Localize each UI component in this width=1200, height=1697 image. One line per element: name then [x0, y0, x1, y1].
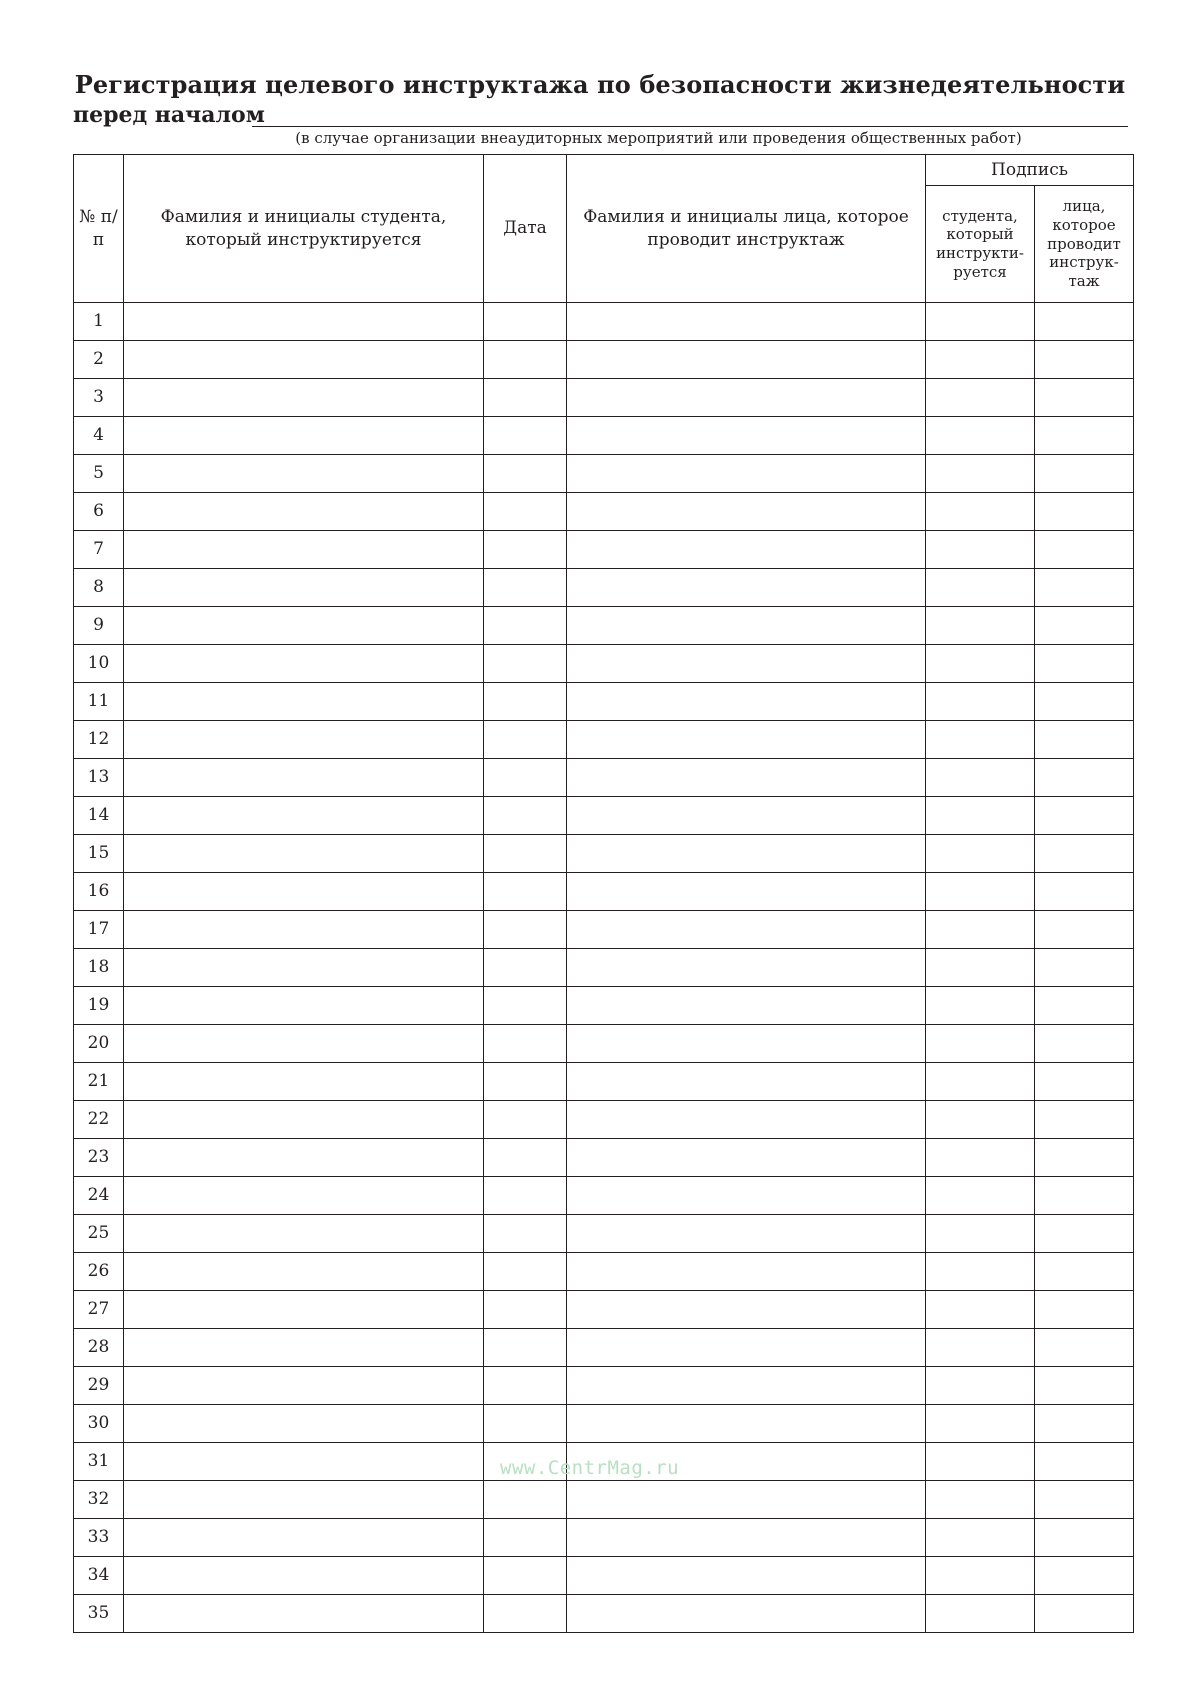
- row-number: 25: [74, 1215, 124, 1253]
- student-name-cell[interactable]: [124, 911, 484, 949]
- row-number: 28: [74, 1329, 124, 1367]
- row-number: 14: [74, 797, 124, 835]
- instructor-name-cell[interactable]: [567, 721, 926, 759]
- date-cell[interactable]: [484, 1595, 567, 1633]
- instructor-signature-cell[interactable]: [1035, 797, 1134, 835]
- student-name-cell[interactable]: [124, 1595, 484, 1633]
- table-row: [74, 531, 1134, 569]
- table-row: [74, 1291, 1134, 1329]
- instructor-name-cell[interactable]: [567, 835, 926, 873]
- student-name-cell[interactable]: [124, 1443, 484, 1481]
- row-number: 2: [74, 341, 124, 379]
- instructor-name-cell[interactable]: [567, 303, 926, 341]
- student-name-cell[interactable]: [124, 531, 484, 569]
- instructor-name-cell[interactable]: [567, 759, 926, 797]
- row-number: 32: [74, 1481, 124, 1519]
- date-cell[interactable]: [484, 645, 567, 683]
- instructor-name-cell[interactable]: [567, 873, 926, 911]
- student-signature-cell[interactable]: [926, 1367, 1035, 1405]
- student-signature-cell[interactable]: [926, 1025, 1035, 1063]
- instructor-name-cell[interactable]: [567, 1177, 926, 1215]
- student-signature-cell[interactable]: [926, 379, 1035, 417]
- row-number: 20: [74, 1025, 124, 1063]
- instructor-name-cell[interactable]: [567, 455, 926, 493]
- student-signature-cell[interactable]: [926, 1253, 1035, 1291]
- student-signature-cell[interactable]: [926, 1595, 1035, 1633]
- header-signature-student: студента, который инструкти-руется: [926, 186, 1035, 303]
- table-row: [74, 911, 1134, 949]
- date-cell[interactable]: [484, 341, 567, 379]
- student-name-cell[interactable]: [124, 1139, 484, 1177]
- date-cell[interactable]: [484, 493, 567, 531]
- table-row: [74, 455, 1134, 493]
- student-signature-cell[interactable]: [926, 1557, 1035, 1595]
- student-name-cell[interactable]: [124, 417, 484, 455]
- instructor-name-cell[interactable]: [567, 1139, 926, 1177]
- header-date: Дата: [484, 155, 567, 303]
- date-cell[interactable]: [484, 1101, 567, 1139]
- student-signature-cell[interactable]: [926, 1291, 1035, 1329]
- date-cell[interactable]: [484, 1139, 567, 1177]
- instructor-name-cell[interactable]: [567, 1253, 926, 1291]
- student-name-cell[interactable]: [124, 1177, 484, 1215]
- date-cell[interactable]: [484, 303, 567, 341]
- instructor-signature-cell[interactable]: [1035, 1557, 1134, 1595]
- instructor-name-cell[interactable]: [567, 1101, 926, 1139]
- table-row: [74, 1367, 1134, 1405]
- instructor-name-cell[interactable]: [567, 987, 926, 1025]
- instructor-signature-cell[interactable]: [1035, 1595, 1134, 1633]
- instructor-signature-cell[interactable]: [1035, 873, 1134, 911]
- date-cell[interactable]: [484, 797, 567, 835]
- instructor-signature-cell[interactable]: [1035, 1101, 1134, 1139]
- student-name-cell[interactable]: [124, 759, 484, 797]
- row-number: 26: [74, 1253, 124, 1291]
- student-signature-cell[interactable]: [926, 721, 1035, 759]
- table-row: [74, 379, 1134, 417]
- table-row: [74, 1595, 1134, 1633]
- table-row: [74, 1139, 1134, 1177]
- row-number: 34: [74, 1557, 124, 1595]
- date-cell[interactable]: [484, 1405, 567, 1443]
- instructor-signature-cell[interactable]: [1035, 341, 1134, 379]
- instructor-signature-cell[interactable]: [1035, 1253, 1134, 1291]
- instructor-signature-cell[interactable]: [1035, 1291, 1134, 1329]
- table-row: [74, 683, 1134, 721]
- student-signature-cell[interactable]: [926, 873, 1035, 911]
- student-signature-cell[interactable]: [926, 987, 1035, 1025]
- row-number: 6: [74, 493, 124, 531]
- student-signature-cell[interactable]: [926, 341, 1035, 379]
- table-row: [74, 1405, 1134, 1443]
- row-number: 10: [74, 645, 124, 683]
- row-number: 8: [74, 569, 124, 607]
- student-signature-cell[interactable]: [926, 759, 1035, 797]
- date-cell[interactable]: [484, 759, 567, 797]
- instructor-signature-cell[interactable]: [1035, 949, 1134, 987]
- table-row: [74, 1215, 1134, 1253]
- student-name-cell[interactable]: [124, 1253, 484, 1291]
- table-row: [74, 341, 1134, 379]
- date-cell[interactable]: [484, 1215, 567, 1253]
- instructor-signature-cell[interactable]: [1035, 721, 1134, 759]
- instructor-signature-cell[interactable]: [1035, 417, 1134, 455]
- date-cell[interactable]: [484, 1253, 567, 1291]
- date-cell[interactable]: [484, 1557, 567, 1595]
- date-cell[interactable]: [484, 873, 567, 911]
- instructor-name-cell[interactable]: [567, 645, 926, 683]
- instructor-name-cell[interactable]: [567, 797, 926, 835]
- date-cell[interactable]: [484, 379, 567, 417]
- instructor-name-cell[interactable]: [567, 569, 926, 607]
- table-row: [74, 759, 1134, 797]
- before-label: перед началом: [73, 102, 265, 128]
- row-number: 18: [74, 949, 124, 987]
- student-signature-cell[interactable]: [926, 1329, 1035, 1367]
- student-signature-cell[interactable]: [926, 949, 1035, 987]
- row-number: 15: [74, 835, 124, 873]
- document-title: Регистрация целевого инструктажа по безопасности жизнедеятельности: [74, 70, 1126, 99]
- student-name-cell[interactable]: [124, 1025, 484, 1063]
- date-cell[interactable]: [484, 455, 567, 493]
- student-name-cell[interactable]: [124, 341, 484, 379]
- header-student-name: Фамилия и инициалы студента, который инструктируется: [124, 155, 484, 303]
- instructor-name-cell[interactable]: [567, 1291, 926, 1329]
- student-signature-cell[interactable]: [926, 683, 1035, 721]
- instructor-signature-cell[interactable]: [1035, 1177, 1134, 1215]
- table-row: [74, 569, 1134, 607]
- student-signature-cell[interactable]: [926, 1215, 1035, 1253]
- student-signature-cell[interactable]: [926, 303, 1035, 341]
- student-name-cell[interactable]: [124, 1291, 484, 1329]
- table-row: [74, 721, 1134, 759]
- instructor-signature-cell[interactable]: [1035, 1481, 1134, 1519]
- table-row: [74, 1557, 1134, 1595]
- instructor-signature-cell[interactable]: [1035, 1139, 1134, 1177]
- student-signature-cell[interactable]: [926, 455, 1035, 493]
- student-signature-cell[interactable]: [926, 1481, 1035, 1519]
- table-row: [74, 1329, 1134, 1367]
- table-row: [74, 1063, 1134, 1101]
- student-signature-cell[interactable]: [926, 569, 1035, 607]
- student-name-cell[interactable]: [124, 1329, 484, 1367]
- table-row: [74, 873, 1134, 911]
- row-number: 16: [74, 873, 124, 911]
- student-name-cell[interactable]: [124, 607, 484, 645]
- student-name-cell[interactable]: [124, 987, 484, 1025]
- instructor-name-cell[interactable]: [567, 1557, 926, 1595]
- student-signature-cell[interactable]: [926, 797, 1035, 835]
- table-row: [74, 1253, 1134, 1291]
- row-number: 17: [74, 911, 124, 949]
- event-note: (в случае организации внеаудиторных мероприятий или проведения общественных работ): [295, 129, 1022, 147]
- student-name-cell[interactable]: [124, 873, 484, 911]
- instructor-name-cell[interactable]: [567, 911, 926, 949]
- event-blank-line: [252, 126, 1128, 127]
- instructor-name-cell[interactable]: [567, 1215, 926, 1253]
- date-cell[interactable]: [484, 835, 567, 873]
- student-name-cell[interactable]: [124, 683, 484, 721]
- row-number: 7: [74, 531, 124, 569]
- instructor-signature-cell[interactable]: [1035, 683, 1134, 721]
- student-name-cell[interactable]: [124, 379, 484, 417]
- student-signature-cell[interactable]: [926, 645, 1035, 683]
- student-name-cell[interactable]: [124, 303, 484, 341]
- instructor-signature-cell[interactable]: [1035, 1063, 1134, 1101]
- row-number: 5: [74, 455, 124, 493]
- date-cell[interactable]: [484, 569, 567, 607]
- instructor-name-cell[interactable]: [567, 493, 926, 531]
- student-signature-cell[interactable]: [926, 1177, 1035, 1215]
- table-row: [74, 1519, 1134, 1557]
- instructor-signature-cell[interactable]: [1035, 1025, 1134, 1063]
- instructor-signature-cell[interactable]: [1035, 379, 1134, 417]
- date-cell[interactable]: [484, 531, 567, 569]
- student-name-cell[interactable]: [124, 949, 484, 987]
- student-signature-cell[interactable]: [926, 1063, 1035, 1101]
- date-cell[interactable]: [484, 1367, 567, 1405]
- row-number: 24: [74, 1177, 124, 1215]
- student-signature-cell[interactable]: [926, 1519, 1035, 1557]
- student-name-cell[interactable]: [124, 645, 484, 683]
- instructor-name-cell[interactable]: [567, 417, 926, 455]
- student-signature-cell[interactable]: [926, 607, 1035, 645]
- table-row: [74, 1025, 1134, 1063]
- student-name-cell[interactable]: [124, 1519, 484, 1557]
- table-row: [74, 645, 1134, 683]
- student-name-cell[interactable]: [124, 835, 484, 873]
- row-number: 27: [74, 1291, 124, 1329]
- instructor-signature-cell[interactable]: [1035, 987, 1134, 1025]
- student-signature-cell[interactable]: [926, 1443, 1035, 1481]
- instructor-signature-cell[interactable]: [1035, 1329, 1134, 1367]
- date-cell[interactable]: [484, 417, 567, 455]
- row-number: 3: [74, 379, 124, 417]
- student-signature-cell[interactable]: [926, 1405, 1035, 1443]
- student-name-cell[interactable]: [124, 1063, 484, 1101]
- row-number: 23: [74, 1139, 124, 1177]
- table-row: [74, 835, 1134, 873]
- date-cell[interactable]: [484, 987, 567, 1025]
- date-cell[interactable]: [484, 1025, 567, 1063]
- student-signature-cell[interactable]: [926, 835, 1035, 873]
- row-number: 31: [74, 1443, 124, 1481]
- date-cell[interactable]: [484, 1519, 567, 1557]
- student-signature-cell[interactable]: [926, 531, 1035, 569]
- instructor-name-cell[interactable]: [567, 607, 926, 645]
- table-row: [74, 1481, 1134, 1519]
- instructor-name-cell[interactable]: [567, 1595, 926, 1633]
- student-signature-cell[interactable]: [926, 1101, 1035, 1139]
- student-name-cell[interactable]: [124, 455, 484, 493]
- instructor-signature-cell[interactable]: [1035, 493, 1134, 531]
- table-row: [74, 1101, 1134, 1139]
- row-number: 19: [74, 987, 124, 1025]
- table-row: [74, 607, 1134, 645]
- student-name-cell[interactable]: [124, 569, 484, 607]
- row-number: 11: [74, 683, 124, 721]
- instructor-signature-cell[interactable]: [1035, 607, 1134, 645]
- student-signature-cell[interactable]: [926, 1139, 1035, 1177]
- instructor-name-cell[interactable]: [567, 949, 926, 987]
- watermark: www.CentrMag.ru: [500, 1457, 680, 1479]
- instructor-name-cell[interactable]: [567, 1367, 926, 1405]
- instructor-name-cell[interactable]: [567, 379, 926, 417]
- row-number: 30: [74, 1405, 124, 1443]
- student-name-cell[interactable]: [124, 797, 484, 835]
- student-signature-cell[interactable]: [926, 493, 1035, 531]
- student-signature-cell[interactable]: [926, 417, 1035, 455]
- instructor-name-cell[interactable]: [567, 1329, 926, 1367]
- student-name-cell[interactable]: [124, 1557, 484, 1595]
- row-number: 29: [74, 1367, 124, 1405]
- registration-table: [73, 154, 1134, 1633]
- row-number: 4: [74, 417, 124, 455]
- instructor-signature-cell[interactable]: [1035, 531, 1134, 569]
- student-name-cell[interactable]: [124, 1405, 484, 1443]
- student-name-cell[interactable]: [124, 1101, 484, 1139]
- student-name-cell[interactable]: [124, 493, 484, 531]
- instructor-signature-cell[interactable]: [1035, 1215, 1134, 1253]
- row-number: 35: [74, 1595, 124, 1633]
- date-cell[interactable]: [484, 949, 567, 987]
- instructor-signature-cell[interactable]: [1035, 1405, 1134, 1443]
- header-signature-instructor: лица, которое проводит инструк-таж: [1035, 186, 1134, 303]
- row-number: 12: [74, 721, 124, 759]
- instructor-name-cell[interactable]: [567, 1519, 926, 1557]
- row-number: 1: [74, 303, 124, 341]
- instructor-signature-cell[interactable]: [1035, 1443, 1134, 1481]
- header-number: № п/п: [74, 155, 124, 303]
- date-cell[interactable]: [484, 1177, 567, 1215]
- table-row: [74, 303, 1134, 341]
- instructor-name-cell[interactable]: [567, 1481, 926, 1519]
- table-row: [74, 797, 1134, 835]
- instructor-name-cell[interactable]: [567, 531, 926, 569]
- row-number: 22: [74, 1101, 124, 1139]
- date-cell[interactable]: [484, 911, 567, 949]
- student-name-cell[interactable]: [124, 1367, 484, 1405]
- date-cell[interactable]: [484, 607, 567, 645]
- instructor-name-cell[interactable]: [567, 1063, 926, 1101]
- table-row: [74, 949, 1134, 987]
- date-cell[interactable]: [484, 1329, 567, 1367]
- date-cell[interactable]: [484, 683, 567, 721]
- date-cell[interactable]: [484, 1291, 567, 1329]
- student-signature-cell[interactable]: [926, 911, 1035, 949]
- header-signature: Подпись: [926, 155, 1134, 186]
- table-row: [74, 987, 1134, 1025]
- instructor-name-cell[interactable]: [567, 1025, 926, 1063]
- instructor-signature-cell[interactable]: [1035, 303, 1134, 341]
- table-body: [74, 303, 1134, 1633]
- date-cell[interactable]: [484, 1481, 567, 1519]
- date-cell[interactable]: [484, 1063, 567, 1101]
- row-number: 13: [74, 759, 124, 797]
- instructor-signature-cell[interactable]: [1035, 1519, 1134, 1557]
- student-name-cell[interactable]: [124, 1215, 484, 1253]
- table-row: [74, 493, 1134, 531]
- instructor-signature-cell[interactable]: [1035, 911, 1134, 949]
- table-row: [74, 1177, 1134, 1215]
- student-name-cell[interactable]: [124, 721, 484, 759]
- instructor-signature-cell[interactable]: [1035, 645, 1134, 683]
- student-name-cell[interactable]: [124, 1481, 484, 1519]
- instructor-signature-cell[interactable]: [1035, 569, 1134, 607]
- instructor-signature-cell[interactable]: [1035, 1367, 1134, 1405]
- instructor-signature-cell[interactable]: [1035, 835, 1134, 873]
- row-number: 33: [74, 1519, 124, 1557]
- instructor-signature-cell[interactable]: [1035, 759, 1134, 797]
- date-cell[interactable]: [484, 721, 567, 759]
- instructor-name-cell[interactable]: [567, 1405, 926, 1443]
- instructor-name-cell[interactable]: [567, 683, 926, 721]
- instructor-name-cell[interactable]: [567, 341, 926, 379]
- row-number: 21: [74, 1063, 124, 1101]
- table-row: [74, 417, 1134, 455]
- instructor-signature-cell[interactable]: [1035, 455, 1134, 493]
- row-number: 9: [74, 607, 124, 645]
- header-instructor-name: Фамилия и инициалы лица, которое проводит инструктаж: [567, 155, 926, 303]
